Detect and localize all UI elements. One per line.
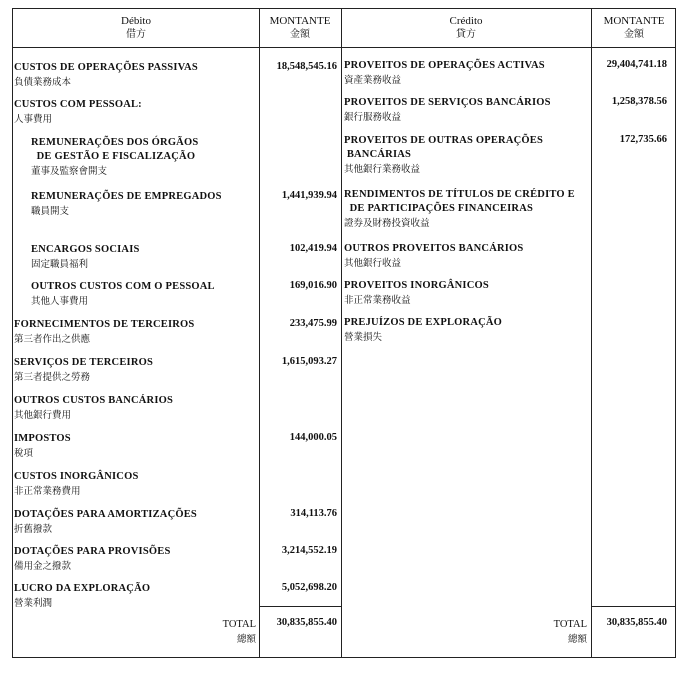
column-divider xyxy=(341,9,342,657)
debit-amount: 169,016.90 xyxy=(289,280,337,291)
header-amount-debit xyxy=(259,9,341,47)
debit-item-label: SERVIÇOS DE TERCEIROS xyxy=(14,357,154,368)
header-debit-cn: 借方 xyxy=(126,29,146,40)
credit-item xyxy=(344,188,575,231)
debit-item-label: REMUNERAÇÕES DE EMPREGADOS xyxy=(31,191,222,202)
credit-item xyxy=(344,242,523,271)
credit-item-label: PROVEITOS DE SERVIÇOS BANCÁRIOS xyxy=(344,97,551,108)
debit-item-label: CUSTOS INORGÂNICOS xyxy=(14,471,139,482)
debit-item-label: IMPOSTOS xyxy=(14,433,71,444)
credit-item-label: PROVEITOS DE OPERAÇÕES ACTIVAS xyxy=(344,60,545,71)
debit-item-label: ENCARGOS SOCIAIS xyxy=(31,244,140,255)
header-amount-pt: MONTANTE xyxy=(603,15,665,27)
credit-item xyxy=(344,316,502,345)
debit-item xyxy=(14,356,153,385)
credit-item xyxy=(344,279,489,308)
credit-item-label: PROVEITOS DE OUTRAS OPERAÇÕES BANCÁRIAS xyxy=(344,135,544,160)
debit-item-label-cn: 負債業務成本 xyxy=(14,77,72,88)
debit-item-label: CUSTOS DE OPERAÇÕES PASSIVAS xyxy=(14,62,198,73)
debit-amount: 3,214,552.19 xyxy=(281,545,337,556)
header-debit-pt: Débito xyxy=(121,15,151,27)
total-label-cn: 總額 xyxy=(236,634,256,645)
debit-item-label-cn: 非正常業務費用 xyxy=(14,486,81,497)
debit-amount: 1,615,093.27 xyxy=(281,356,337,367)
credit-item-label-cn: 資產業務收益 xyxy=(344,75,402,86)
header-amount-credit xyxy=(591,9,677,47)
debit-total-amount: 30,835,855.40 xyxy=(276,617,337,628)
credit-item-label-cn: 證券及財務投資收益 xyxy=(344,218,430,229)
debit-item-label-cn: 職員開支 xyxy=(31,206,70,217)
debit-item-label-cn: 備用金之撥款 xyxy=(14,561,72,572)
credit-total-amount: 30,835,855.40 xyxy=(606,617,667,628)
credit-item xyxy=(344,134,543,177)
debit-item-label-cn: 董事及監察會開支 xyxy=(31,166,108,177)
debit-item-label-cn: 折舊撥款 xyxy=(14,524,53,535)
credit-item-label-cn: 其他銀行業務收益 xyxy=(344,164,421,175)
credit-total-label xyxy=(493,617,587,647)
debit-item xyxy=(14,394,173,423)
total-label-cn: 總額 xyxy=(567,634,587,645)
debit-item-label-cn: 第三者提供之勞務 xyxy=(14,372,91,383)
profit-loss-table xyxy=(12,8,676,658)
debit-item-label-cn: 其他銀行費用 xyxy=(14,410,72,421)
debit-item-label: REMUNERAÇÕES DOS ÓRGÃOS DE GESTÃO E FISCALIZAÇÃO xyxy=(31,137,199,162)
header-amount-pt: MONTANTE xyxy=(269,15,331,27)
credit-amount: 1,258,378.56 xyxy=(611,96,667,107)
debit-item xyxy=(14,432,71,461)
credit-item-label-cn: 非正常業務收益 xyxy=(344,295,411,306)
column-divider xyxy=(591,9,592,657)
debit-item xyxy=(14,582,150,611)
debit-item-label-cn: 第三者作出之供應 xyxy=(14,334,91,345)
debit-amount: 1,441,939.94 xyxy=(281,190,337,201)
debit-item-label-cn: 人事費用 xyxy=(14,114,53,125)
debit-item-label: DOTAÇÕES PARA AMORTIZAÇÕES xyxy=(14,509,197,520)
credit-item-label: PROVEITOS INORGÂNICOS xyxy=(344,280,489,291)
debit-item-label-cn: 固定職員福利 xyxy=(31,259,89,270)
debit-amount: 5,052,698.20 xyxy=(281,582,337,593)
debit-total-label xyxy=(163,617,256,647)
debit-amount: 18,548,545.16 xyxy=(276,61,337,72)
debit-item xyxy=(14,61,198,90)
header-debit xyxy=(13,9,259,47)
debit-item xyxy=(14,470,138,499)
credit-item xyxy=(344,59,545,88)
debit-item-label-cn: 其他人事費用 xyxy=(31,296,89,307)
debit-item-label-cn: 稅項 xyxy=(14,448,34,459)
debit-amount: 144,000.05 xyxy=(289,432,337,443)
debit-amount: 314,113.76 xyxy=(290,508,337,519)
credit-item-label-cn: 其他銀行收益 xyxy=(344,258,402,269)
header-amount-cn: 金額 xyxy=(624,29,644,40)
debit-item xyxy=(14,98,142,127)
debit-item xyxy=(14,318,194,347)
debit-item-label: LUCRO DA EXPLORAÇÃO xyxy=(14,583,151,594)
debit-item xyxy=(31,136,198,179)
debit-item xyxy=(14,508,197,537)
debit-item xyxy=(14,545,171,574)
total-separator xyxy=(591,606,675,607)
credit-item-label: PREJUÍZOS DE EXPLORAÇÃO xyxy=(344,317,503,328)
debit-item xyxy=(31,280,215,309)
total-label-pt: TOTAL xyxy=(222,619,256,630)
credit-item xyxy=(344,96,551,125)
debit-item-label: OUTROS CUSTOS COM O PESSOAL xyxy=(31,281,215,292)
debit-item-label: OUTROS CUSTOS BANCÁRIOS xyxy=(14,395,174,406)
header-credit-cn: 貸方 xyxy=(456,29,476,40)
debit-item-label-cn: 營業利潤 xyxy=(14,598,53,609)
credit-item-label-cn: 銀行服務收益 xyxy=(344,112,402,123)
header-divider xyxy=(13,47,675,48)
total-label-pt: TOTAL xyxy=(553,619,587,630)
debit-item-label: CUSTOS COM PESSOAL: xyxy=(14,99,142,110)
debit-item-label: FORNECIMENTOS DE TERCEIROS xyxy=(14,319,195,330)
header-credit-pt: Crédito xyxy=(449,15,483,27)
credit-amount: 29,404,741.18 xyxy=(606,59,667,70)
debit-item xyxy=(31,190,222,219)
credit-item-label: OUTROS PROVEITOS BANCÁRIOS xyxy=(344,243,524,254)
credit-item-label: RENDIMENTOS DE TÍTULOS DE CRÉDITO E DE PARTICIPAÇÕES FINANCEIRAS xyxy=(344,189,575,214)
credit-item-label-cn: 營業損失 xyxy=(344,332,383,343)
total-separator xyxy=(259,606,341,607)
credit-amount: 172,735.66 xyxy=(619,134,667,145)
header-amount-cn: 金額 xyxy=(290,29,310,40)
debit-item-label: DOTAÇÕES PARA PROVISÕES xyxy=(14,546,171,557)
header-credit xyxy=(341,9,591,47)
column-divider xyxy=(259,9,260,657)
debit-amount: 102,419.94 xyxy=(289,243,337,254)
debit-amount: 233,475.99 xyxy=(289,318,337,329)
debit-item xyxy=(31,243,140,272)
